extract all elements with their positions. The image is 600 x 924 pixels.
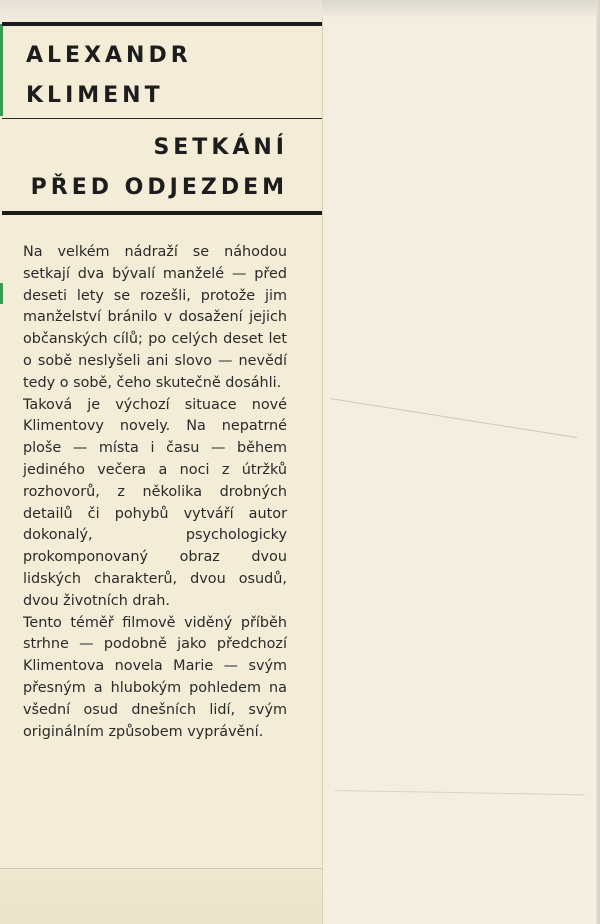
blurb-text <box>23 242 287 743</box>
blurb-paragraph: Tento téměř filmově viděný příběh strhne — podobně jako předchozí Klimentova novela Marie — svým přesným a hlubokým pohledem na všední osud dnešních lidí, svým originálním způsobem vyprávění. <box>23 614 287 740</box>
flap-top-strip <box>0 0 322 22</box>
author-divider <box>2 118 322 119</box>
flap-bottom <box>0 869 322 924</box>
blurb-paragraph: Na velkém nádraží se náhodou setkají dva bývalí manželé — před deseti lety se rozešli, protože jim manželství bránilo v dosažení jejich občanských cílů; po celých deset let o sobě neslyšeli ani slovo — nevědí tedy o sobě, čeho skutečně dosáhli. <box>23 244 287 391</box>
top-rule <box>2 22 322 26</box>
book-title <box>31 128 288 208</box>
right-page-top-shadow <box>322 0 600 18</box>
title-rule <box>2 211 322 215</box>
title-line-2: PŘED ODJEZDEM <box>30 175 288 200</box>
green-edge-mark <box>0 24 3 116</box>
right-page <box>322 0 600 924</box>
author-last-name: KLIMENT <box>26 83 164 108</box>
green-edge-mark <box>0 283 3 304</box>
author-name <box>26 36 192 116</box>
right-page-edge <box>596 0 600 924</box>
author-first-name: ALEXANDR <box>26 43 192 68</box>
blurb-paragraph: Taková je výchozí situace nové Klimentovy novely. Na nepatrné ploše — místa i času — během jediného večera a noci z útržků rozhovorů, z několika drobných detailů či pohybů vytváří autor dokonalý, psychologicky prokomponovaný obraz dvou lidských charakterů, dvou osudů, dvou životních drah. <box>23 396 287 609</box>
title-line-1: SETKÁNÍ <box>153 135 288 160</box>
